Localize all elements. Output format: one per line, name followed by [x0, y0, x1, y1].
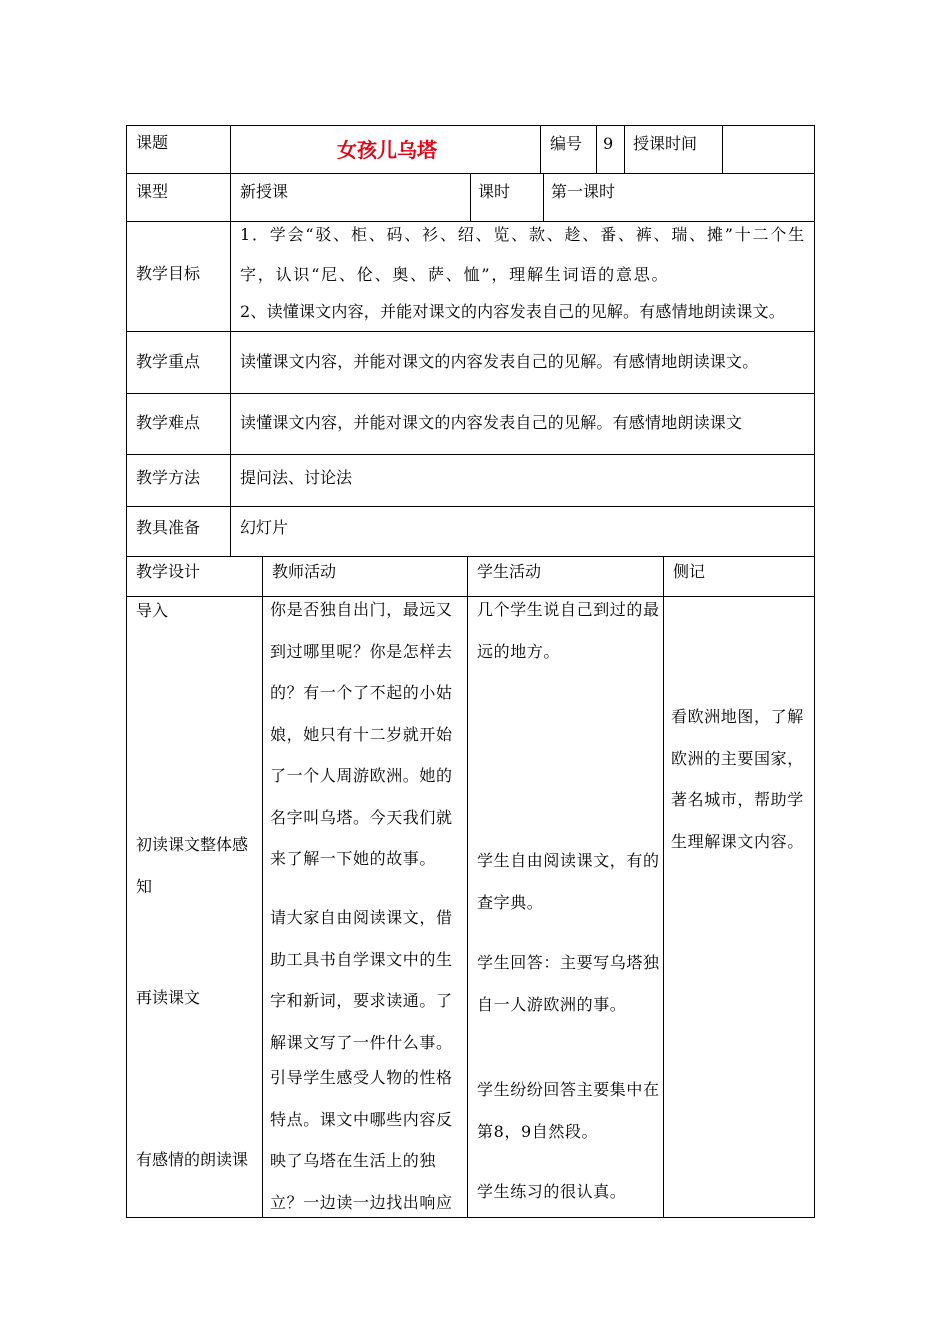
stage-label: 知: [136, 877, 153, 896]
teaching-tools-value: 幻灯片: [240, 518, 289, 537]
student-activity: 几个学生说自己到过的最远的地方。: [477, 600, 660, 661]
stage-label: 再读课文: [136, 988, 201, 1007]
teaching-goals-line: 1．学会“驳、柜、码、衫、绍、览、款、趁、番、裤、瑞、摊”十二个生: [240, 225, 806, 244]
student-column-header: 学生活动: [477, 562, 542, 581]
table-rule: [126, 596, 815, 597]
notes-column-header: 侧记: [673, 562, 706, 581]
teacher-column-header: 教师活动: [272, 562, 337, 581]
topic-label: 课题: [136, 133, 169, 152]
difficulties-value: 读懂课文内容，并能对课文的内容发表自己的见解。有感情地朗读课文: [240, 413, 743, 432]
teacher-activity: 你是否独自出门，最远又到过哪里呢？你是怎样去的？有一个了不起的小姑娘，她只有十二岁就开始了一个人周游欧洲。她的名字叫乌塔。今天我们就来了解一下她的故事。: [270, 600, 453, 868]
stage-label: 导入: [136, 601, 169, 620]
period-value: 第一课时: [551, 182, 616, 201]
side-note: 看欧洲地图，了解欧洲的主要国家，著名城市，帮助学生理解课文内容。: [671, 707, 804, 851]
teacher-activity: 请大家自由阅读课文，借助工具书自学课文中的生字和新词，要求读通。了解课文写了一件什么事。: [270, 908, 453, 1052]
table-border-left: [126, 125, 127, 1218]
table-rule: [624, 125, 625, 174]
table-rule: [596, 125, 597, 174]
table-rule: [540, 125, 541, 174]
table-rule: [543, 173, 544, 222]
student-activity: 学生练习的很认真。: [477, 1182, 627, 1201]
table-rule: [262, 556, 263, 1218]
key-points-value: 读懂课文内容，并能对课文的内容发表自己的见解。有感情地朗读课文。: [240, 352, 759, 371]
teaching-goals-line: 2、读懂课文内容，并能对课文的内容发表自己的见解。有感情地朗读课文。: [240, 302, 785, 321]
key-points-label: 教学重点: [136, 352, 201, 371]
lesson-type-label: 课型: [136, 182, 169, 201]
table-rule: [722, 125, 723, 174]
table-rule: [470, 173, 471, 222]
teaching-methods-value: 提问法、讨论法: [240, 468, 353, 487]
student-activity: 学生回答：主要写乌塔独自一人游欧洲的事。: [477, 953, 660, 1014]
teaching-goals-line: 字，认识“尼、伦、奥、萨、恤”，理解生词语的意思。: [240, 265, 670, 284]
class-time-label: 授课时间: [633, 134, 698, 153]
lesson-type-value: 新授课: [240, 182, 289, 201]
student-activity: 学生纷纷回答主要集中在第8，9自然段。: [477, 1080, 660, 1141]
teaching-methods-label: 教学方法: [136, 468, 201, 487]
page-title: 女孩儿乌塔: [337, 138, 437, 162]
table-rule: [467, 556, 468, 1218]
number-value: 9: [603, 134, 614, 153]
design-column-header: 教学设计: [136, 562, 201, 581]
number-label: 编号: [550, 134, 583, 153]
teacher-activity: 引导学生感受人物的性格特点。课文中哪些内容反映了乌塔在生活上的独立？一边读一边找出响应: [270, 1068, 453, 1212]
table-rule: [663, 556, 664, 1218]
period-label: 课时: [478, 182, 511, 201]
stage-label: 初读课文整体感: [136, 835, 249, 854]
student-activity: 学生自由阅读课文，有的查字典。: [477, 851, 660, 912]
stage-label: 有感情的朗读课: [136, 1150, 249, 1169]
teaching-tools-label: 教具准备: [136, 518, 201, 537]
difficulties-label: 教学难点: [136, 413, 201, 432]
table-rule: [230, 125, 231, 557]
table-border-bottom: [126, 1217, 815, 1218]
teaching-goals-label: 教学目标: [136, 264, 201, 283]
table-border-right: [814, 125, 815, 1218]
